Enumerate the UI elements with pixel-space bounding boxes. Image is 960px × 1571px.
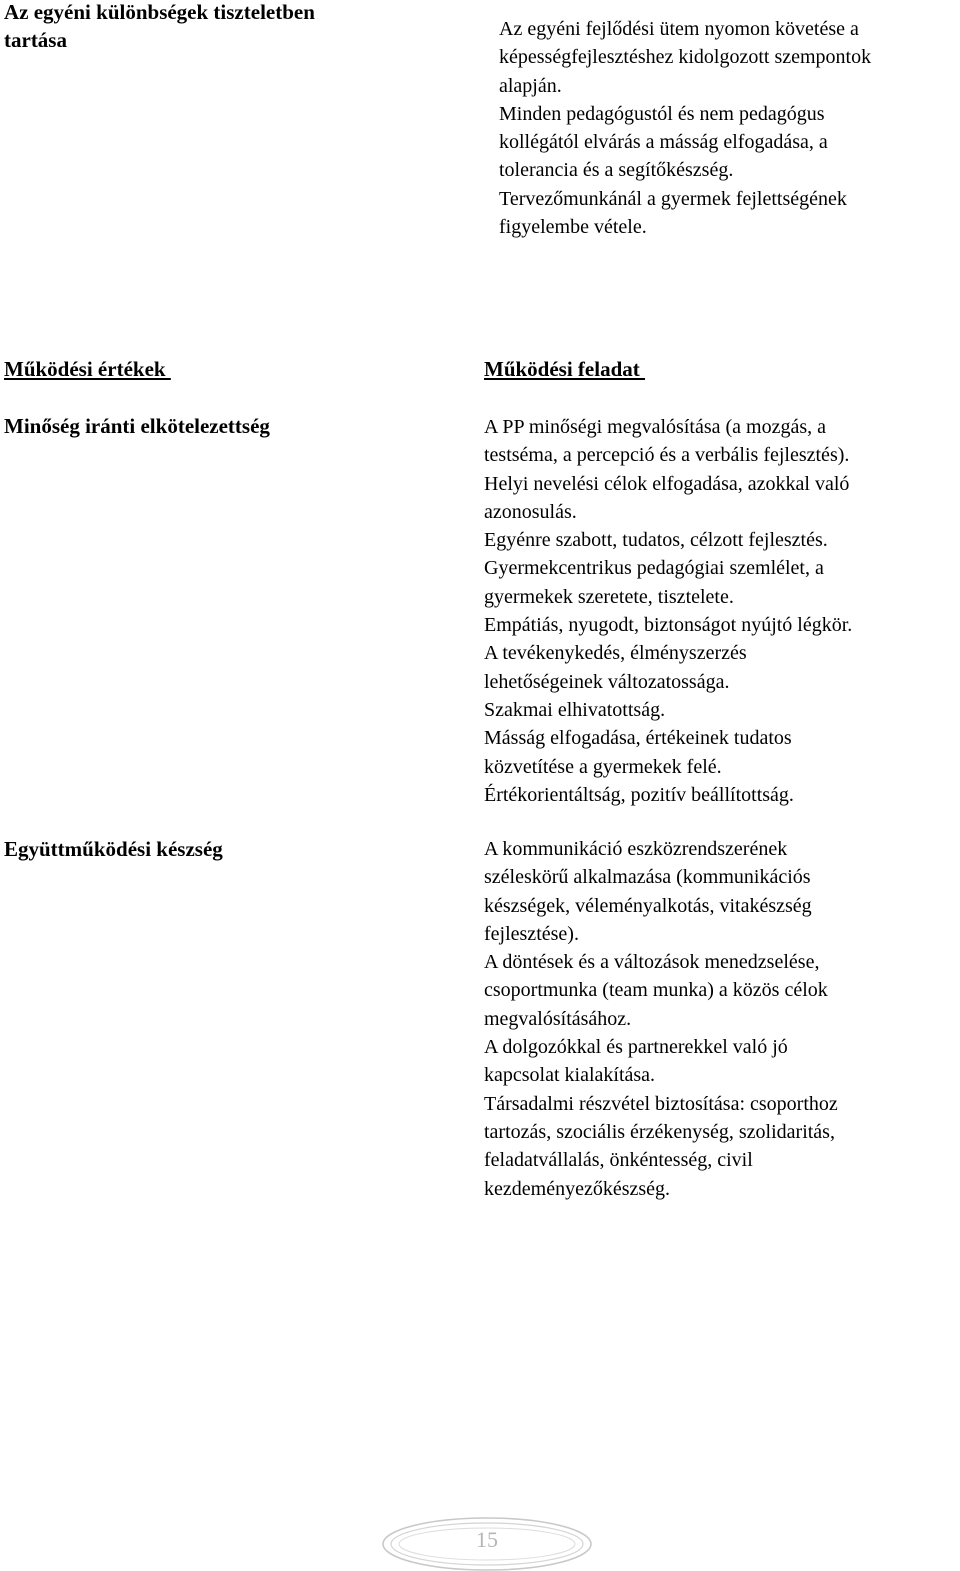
text-line: Szakmai elhivatottság. bbox=[484, 698, 666, 721]
text-line: Társadalmi részvétel biztosítása: csoporthoz bbox=[484, 1092, 838, 1115]
value-quality-commitment: Minőség iránti elkötelezettség bbox=[4, 414, 270, 438]
text-line: kollégától elvárás a másság elfogadása, a bbox=[499, 131, 828, 154]
text-line: tartozás, szociális érzékenység, szolidaritás, bbox=[484, 1120, 835, 1143]
text-line: A PP minőségi megvalósítása (a mozgás, a bbox=[484, 416, 826, 438]
text-line: figyelembe vétele. bbox=[499, 216, 647, 239]
text-line: kapcsolat kialakítása. bbox=[484, 1064, 656, 1087]
text-line: megvalósításához. bbox=[484, 1007, 632, 1030]
text-line: Az egyéni fejlődési ütem nyomon követése a bbox=[499, 18, 859, 40]
text-line: Helyi nevelési célok elfogadása, azokkal való bbox=[484, 472, 850, 495]
text-line: lehetőségeinek változatossága. bbox=[484, 670, 730, 693]
page-number: 15 bbox=[476, 1527, 498, 1552]
text-line: Gyermekcentrikus pedagógiai szemlélet, a bbox=[484, 557, 824, 580]
text-line: A tevékenykedés, élményszerzés bbox=[484, 642, 747, 665]
value-cooperation-skill: Együttműködési készség bbox=[4, 837, 223, 861]
text-line: gyermekek szeretete, tisztelete. bbox=[484, 585, 734, 608]
text-line: fejlesztése). bbox=[484, 922, 579, 945]
text-line: széleskörű alkalmazása (kommunikációs bbox=[484, 866, 811, 889]
quality-tasks bbox=[484, 413, 954, 809]
text-line: alapján. bbox=[499, 74, 562, 97]
text-line: A kommunikáció eszközrendszerének bbox=[484, 838, 788, 860]
cooperation-tasks bbox=[484, 835, 954, 1203]
text-line: Empátiás, nyugodt, biztonságot nyújtó légkör. bbox=[484, 614, 853, 637]
text-line: tolerancia és a segítőkészség. bbox=[499, 159, 734, 182]
text-line: A dolgozókkal és partnerekkel való jó bbox=[484, 1036, 788, 1059]
text-line: Minden pedagógustól és nem pedagógus bbox=[499, 102, 825, 125]
text-line: Értékorientáltság, pozitív beállítottság. bbox=[484, 783, 794, 806]
heading-operating-values: Működési értékek bbox=[4, 357, 171, 381]
text-line: azonosulás. bbox=[484, 500, 577, 523]
title-line: tartása bbox=[4, 28, 67, 52]
text-line: Egyénre szabott, tudatos, célzott fejlesztés. bbox=[484, 529, 828, 552]
text-line: feladatvállalás, önkéntesség, civil bbox=[484, 1149, 753, 1172]
respect-description bbox=[499, 15, 959, 241]
text-line: képességfejlesztéshez kidolgozott szempontok bbox=[499, 46, 872, 69]
text-line: készségek, véleményalkotás, vitakészség bbox=[484, 894, 812, 917]
text-line: testséma, a percepció és a verbális fejlesztés). bbox=[484, 444, 850, 467]
text-line: kezdeményezőkészség. bbox=[484, 1177, 671, 1200]
page-number-footer bbox=[378, 1514, 596, 1571]
title-line: Az egyéni különbségek tiszteletben bbox=[4, 0, 315, 24]
heading-operating-tasks: Működési feladat bbox=[484, 357, 646, 381]
section-title-respect bbox=[4, 0, 404, 54]
text-line: Másság elfogadása, értékeinek tudatos bbox=[484, 727, 792, 750]
text-line: csoportmunka (team munka) a közös célok bbox=[484, 979, 828, 1002]
text-line: A döntések és a változások menedzselése, bbox=[484, 951, 820, 974]
text-line: Tervezőmunkánál a gyermek fejlettségének bbox=[499, 187, 847, 210]
text-line: közvetítése a gyermekek felé. bbox=[484, 755, 722, 778]
